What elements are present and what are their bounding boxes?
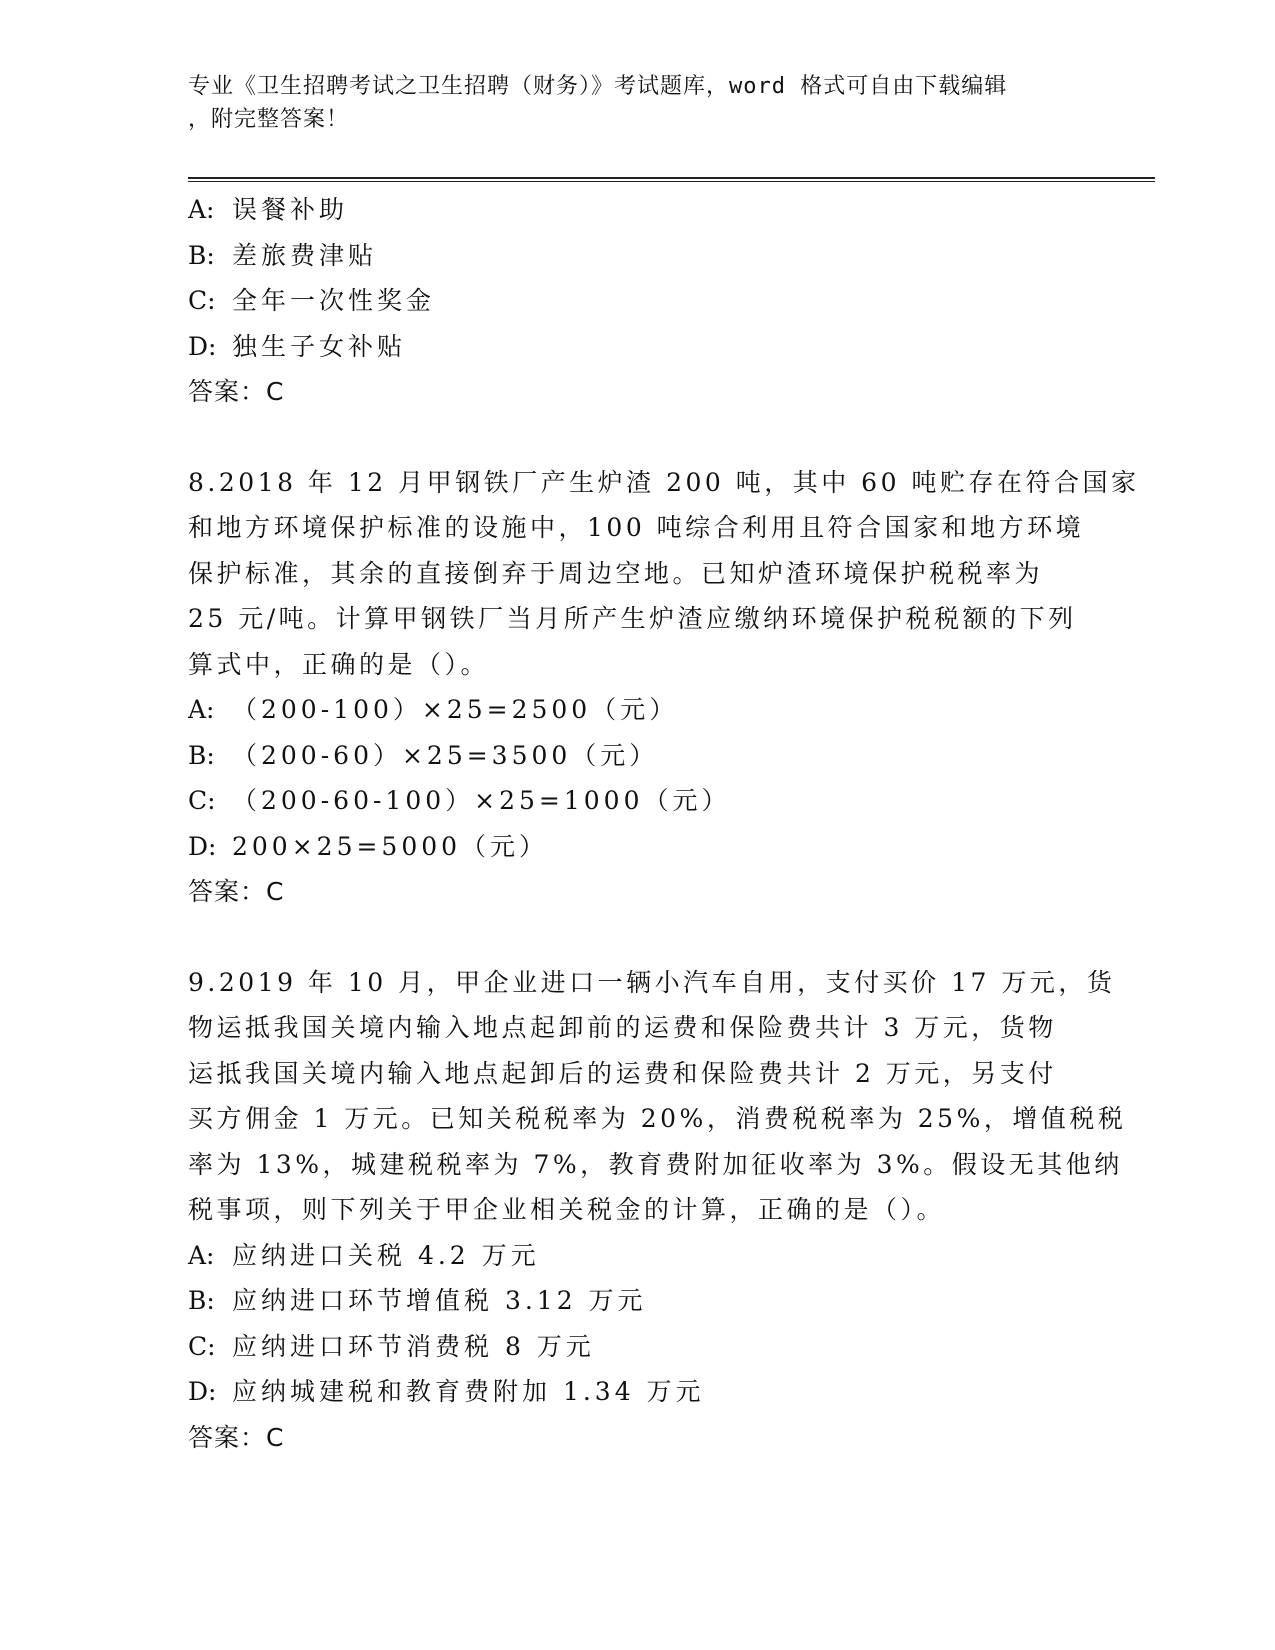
stem-line: 算式中，正确的是（）。 — [188, 649, 490, 679]
question-content — [188, 187, 1140, 1460]
option-d: D: 200×25=5000（元） — [188, 831, 549, 861]
document-header — [188, 70, 1088, 136]
stem-line: 买方佣金 1 万元。已知关税税率为 20%，消费税税率为 25%，增值税税 — [188, 1104, 1127, 1133]
stem-line: 8.2018 年 12 月甲钢铁厂产生炉渣 200 吨，其中 60 吨贮存在符合国家 — [188, 467, 1140, 497]
stem-line: 物运抵我国关境内输入地点起卸前的运费和保险费共计 3 万元，货物 — [188, 1013, 1057, 1042]
stem-line: 率为 13%，城建税税率为 7%，教育费附加征收率为 3%。假设无其他纳 — [188, 1149, 1123, 1179]
stem-line: 税事项，则下列关于甲企业相关税金的计算，正确的是（）。 — [188, 1195, 946, 1224]
header-divider-thick — [188, 177, 1155, 179]
option-d: D: 应纳城建税和教育费附加 1.34 万元 — [188, 1377, 705, 1406]
question-9 — [188, 960, 1127, 1461]
stem-line: 25 元/吨。计算甲钢铁厂当月所产生炉渣应缴纳环境保护税税额的下列 — [188, 604, 1077, 633]
header-line-2: ，附完整答案！ — [188, 107, 350, 132]
option-b: B: 应纳进口环节增值税 3.12 万元 — [188, 1286, 647, 1315]
option-c: C: 全年一次性奖金 — [188, 286, 436, 315]
question-stem — [188, 460, 1140, 688]
option-a: A: 应纳进口关税 4.2 万元 — [188, 1240, 540, 1270]
question-stem — [188, 960, 1127, 1233]
option-b: B: （200-60）×25=3500（元） — [188, 740, 659, 770]
answer-line: 答案：C — [188, 1422, 285, 1452]
question-8 — [188, 460, 1140, 915]
header-line-1: 专业《卫生招聘考试之卫生招聘（财务）》考试题库，word 格式可自由下载编辑 — [188, 74, 1008, 99]
header-divider-thin — [188, 181, 1155, 182]
stem-line: 9.2019 年 10 月，甲企业进口一辆小汽车自用，支付买价 17 万元，货 — [188, 967, 1116, 997]
option-d: D: 独生子女补贴 — [188, 331, 407, 361]
stem-line: 运抵我国关境内输入地点起卸后的运费和保险费共计 2 万元，另支付 — [188, 1058, 1057, 1088]
option-c: C: 应纳进口环节消费税 8 万元 — [188, 1331, 595, 1361]
option-c: C: （200-60-100）×25=1000（元） — [188, 786, 731, 815]
stem-line: 和地方环境保护标准的设施中，100 吨综合利用且符合国家和地方环境 — [188, 513, 1085, 542]
question-7 — [188, 187, 1088, 415]
answer-line: 答案：C — [188, 877, 285, 906]
stem-line: 保护标准，其余的直接倒弃于周边空地。已知炉渣环境保护税税率为 — [188, 558, 1044, 588]
answer-line: 答案：C — [188, 377, 285, 406]
option-b: B: 差旅费津贴 — [188, 240, 378, 270]
option-a: A: 误餐补助 — [188, 195, 349, 224]
option-a: A: （200-100）×25=2500（元） — [188, 695, 679, 724]
